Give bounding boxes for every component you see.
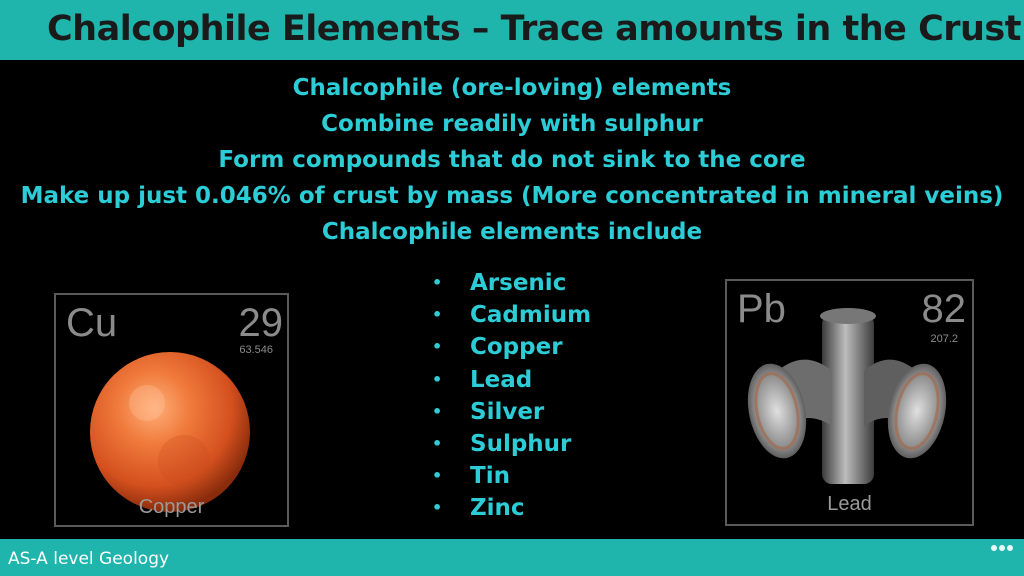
list-item [428, 299, 591, 331]
bullet-icon: • [432, 466, 443, 486]
atomic-mass: 207.2 [930, 333, 958, 345]
list-item [428, 331, 591, 363]
element-list [428, 267, 591, 525]
list-item-label: Zinc [470, 495, 525, 522]
intro-line: Make up just 0.046% of crust by mass (More concentrated in mineral veins) [20, 183, 1004, 209]
bullet-icon: • [432, 369, 443, 389]
list-item [428, 364, 591, 396]
intro-line: Chalcophile (ore-loving) elements [292, 75, 732, 101]
list-item-label: Arsenic [470, 270, 567, 296]
element-name: Lead [827, 493, 872, 515]
intro-line: Chalcophile elements include [321, 219, 703, 245]
bullet-icon: • [432, 401, 443, 421]
slide-title: Chalcophile Elements – Trace amounts in the Crust [47, 9, 1021, 49]
intro-line: Combine readily with sulphur [321, 111, 703, 137]
atomic-number: 82 [921, 287, 966, 331]
copper-element-tile [54, 293, 289, 527]
bullet-icon: • [432, 498, 443, 518]
bullet-icon: • [432, 273, 443, 292]
title-bar [0, 0, 1024, 60]
element-symbol: Cu [66, 301, 118, 345]
logo-icon [986, 542, 1018, 554]
bullet-icon: • [432, 305, 443, 325]
list-item-label: Lead [470, 366, 533, 393]
list-item-label: Tin [470, 463, 510, 490]
list-item [428, 267, 591, 299]
lead-element-tile [725, 279, 974, 526]
list-item-label: Sulphur [470, 430, 572, 457]
list-item [428, 460, 591, 492]
element-name: Copper [138, 496, 205, 518]
list-item [428, 428, 591, 460]
intro-text [0, 70, 1024, 250]
list-item-label: Silver [470, 398, 545, 425]
copper-sphere-image [89, 351, 251, 513]
lead-fitting-image [742, 306, 952, 491]
atomic-number: 29 [238, 301, 283, 345]
footer-bar [0, 539, 1024, 576]
intro-line: Form compounds that do not sink to the core [218, 147, 806, 173]
list-item [428, 396, 591, 428]
bullet-icon: • [432, 433, 443, 453]
wjec-logo [986, 542, 1018, 574]
atomic-mass: 63.546 [239, 344, 273, 356]
list-item-label: Cadmium [470, 302, 592, 329]
course-label: AS-A level Geology [8, 549, 170, 569]
bullet-icon: • [432, 337, 443, 357]
list-item-label: Copper [470, 334, 563, 361]
list-item [428, 492, 591, 524]
element-symbol: Pb [737, 287, 786, 331]
